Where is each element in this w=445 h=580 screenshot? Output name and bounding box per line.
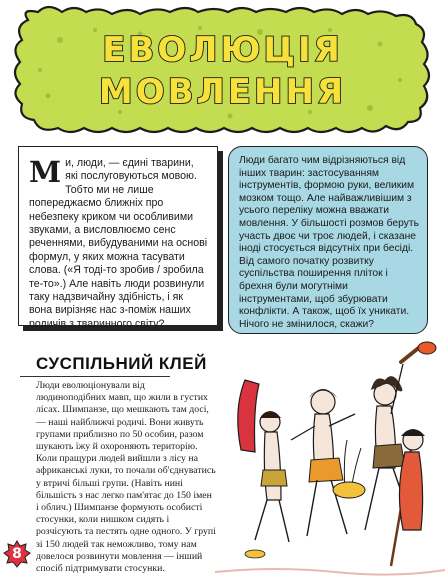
page-title-line-1: ЕВОЛЮЦІЯ	[102, 30, 343, 70]
drop-cap: М	[29, 155, 62, 189]
intro-text: и, люди, — єдині тварини, які послуговуються мовою. Тобто ми не лише попереджаємо ближніх про небезпеку криком чи особливими звуками, а висловлюємо сенс реченнями, вибудуваними на основі формул, у яких можна тасувати слова. («Я тоді-то зробив / зробила те-то».) Але навіть люди розвинули таку надзвичайну здібність, і як вона вирізняє нас з-поміж наших родичів з тваринного світу?	[29, 157, 208, 330]
section-body-text: Люди еволюціонували від людиноподібних мавп, що жили в густих лісах. Шимпанзе, що мешкають там досі, — наші найближчі родичі. Вони живуть групами приблизно по 50 особин, разом шукають їжу й охороняють територію. Коли пращури людей вийшли з лісу на африканські луки, то почали об'єднуватись у втричі більші групи. (Навіть нині більшість з нас легко пам'ятає до 150 імен і облич.) Шимпанзе формують особисті стосунки, коли нишком сидять і розчісують та пестять одне одного. У групі зі 150 людей так неможливо, тому нам довелося розвинути мовлення — інший спосіб підтримувати стосунки.	[36, 380, 216, 575]
sidebar-card	[228, 146, 428, 334]
page-number: 8	[12, 546, 22, 562]
section-body	[36, 380, 216, 575]
intro-card	[18, 146, 218, 330]
sidebar-text: Люди багато чим відрізняються від інших тварин: застосуванням інструментів, формою руки, великим мозком тощо. Але найважливішим з усього переліку можна вважати мовлення. У більшості розмов беруть участь двоє чи троє людей, і сказане іноді стосується відсутніх при бесіді. Від самого початку розвитку суспільства поширення пліток і брехня були могутніми інструментами, щоб збурювати конфлікти. А також, щоб їх уникати. Нічого не змінилося, скажи?	[239, 155, 419, 330]
section-heading: СУСПІЛЬНИЙ КЛЕЙ	[36, 354, 207, 373]
cave-people-illustration	[215, 340, 445, 580]
page-title-line-2: МОВЛЕННЯ	[98, 72, 347, 112]
section-divider	[20, 376, 170, 377]
intro-paragraph	[29, 157, 209, 331]
green-blob-shape	[0, 0, 445, 140]
title-banner	[0, 0, 445, 140]
